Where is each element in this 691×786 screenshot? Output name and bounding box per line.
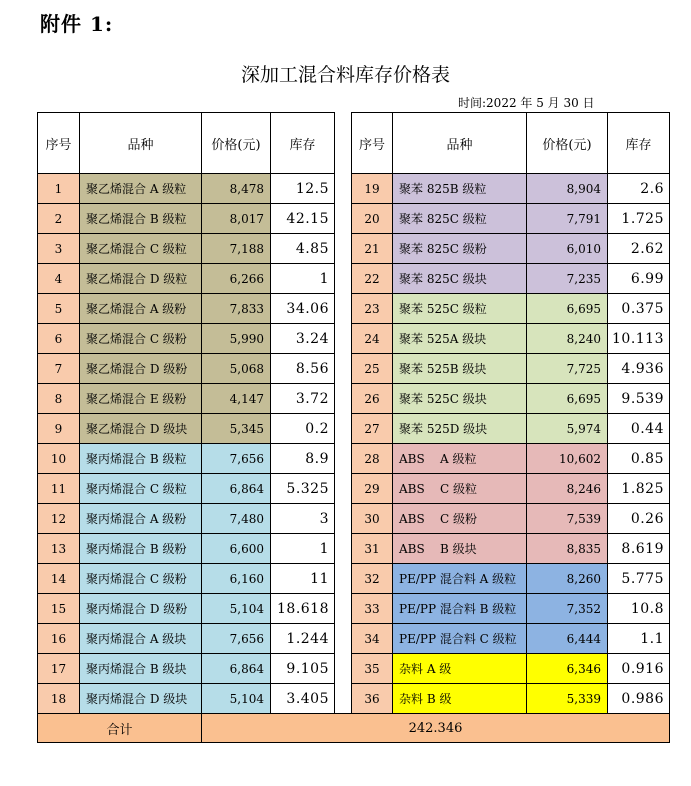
variety-name: ABS C 级粒 [393,474,527,504]
variety-name: PE/PP 混合料 C 级粒 [393,624,527,654]
stock-value: 0.26 [608,504,670,534]
price-value: 6,864 [202,654,271,684]
total-label: 合计 [38,714,202,743]
stock-value: 6.99 [608,264,670,294]
row-index: 35 [352,654,393,684]
variety-name: 聚苯 825C 级粉 [393,234,527,264]
stock-value: 0.44 [608,414,670,444]
price-value: 7,725 [527,354,608,384]
row-index: 34 [352,624,393,654]
table-row [38,234,670,264]
price-value: 7,352 [527,594,608,624]
variety-name: 聚丙烯混合 B 级块 [80,654,202,684]
stock-value: 1.825 [608,474,670,504]
stock-value: 0.85 [608,444,670,474]
row-index: 21 [352,234,393,264]
stock-value: 5.325 [271,474,335,504]
row-index: 9 [38,414,80,444]
price-value: 7,188 [202,234,271,264]
inventory-price-table [37,112,670,743]
row-index: 32 [352,564,393,594]
variety-name: PE/PP 混合料 B 级粒 [393,594,527,624]
variety-name: 聚乙烯混合 D 级块 [80,414,202,444]
variety-name: 聚乙烯混合 D 级粉 [80,354,202,384]
variety-name: 聚乙烯混合 A 级粉 [80,294,202,324]
stock-value: 1.725 [608,204,670,234]
table-row [38,414,670,444]
table-row [38,594,670,624]
price-value: 6,266 [202,264,271,294]
stock-value: 1 [271,264,335,294]
price-value: 8,246 [527,474,608,504]
date-text: 时间:2022 年 5 月 30 日 [458,96,595,110]
row-index: 16 [38,624,80,654]
row-index: 29 [352,474,393,504]
header-variety: 品种 [393,113,527,174]
row-index: 5 [38,294,80,324]
price-value: 7,539 [527,504,608,534]
variety-name: 聚苯 525B 级块 [393,354,527,384]
row-index: 18 [38,684,80,714]
variety-name: PE/PP 混合料 A 级粒 [393,564,527,594]
variety-name: 聚乙烯混合 A 级粒 [80,174,202,204]
price-value: 10,602 [527,444,608,474]
stock-value: 10.8 [608,594,670,624]
variety-name: 聚乙烯混合 D 级粒 [80,264,202,294]
price-value: 8,478 [202,174,271,204]
stock-value: 12.5 [271,174,335,204]
row-index: 3 [38,234,80,264]
table-row [38,324,670,354]
price-value: 7,480 [202,504,271,534]
variety-name: 聚苯 525D 级块 [393,414,527,444]
table-row [38,264,670,294]
stock-value: 1.1 [608,624,670,654]
price-value: 7,235 [527,264,608,294]
price-value: 5,990 [202,324,271,354]
table-row [38,654,670,684]
attachment-label: 附件 1: [40,12,114,36]
table-row [38,204,670,234]
total-row [38,714,670,743]
price-value: 5,974 [527,414,608,444]
header-index: 序号 [38,113,80,174]
stock-value: 3.405 [271,684,335,714]
stock-value: 42.15 [271,204,335,234]
stock-value: 11 [271,564,335,594]
variety-name: 聚丙烯混合 D 级块 [80,684,202,714]
row-index: 28 [352,444,393,474]
price-value: 4,147 [202,384,271,414]
stock-value: 0.986 [608,684,670,714]
variety-name: 聚苯 825C 级块 [393,264,527,294]
header-stock: 库存 [271,113,335,174]
table-row [38,624,670,654]
variety-name: 聚苯 525C 级块 [393,384,527,414]
stock-value: 1.244 [271,624,335,654]
stock-value: 18.618 [271,594,335,624]
row-index: 10 [38,444,80,474]
table-row [38,294,670,324]
stock-value: 1 [271,534,335,564]
row-index: 4 [38,264,80,294]
variety-name: ABS B 级块 [393,534,527,564]
price-value: 6,444 [527,624,608,654]
table-row [38,384,670,414]
price-value: 6,346 [527,654,608,684]
stock-value: 9.539 [608,384,670,414]
variety-name: 聚乙烯混合 C 级粉 [80,324,202,354]
price-value: 5,104 [202,684,271,714]
price-value: 5,068 [202,354,271,384]
stock-value: 3 [271,504,335,534]
table-row [38,444,670,474]
column-gap [335,113,352,714]
price-value: 6,600 [202,534,271,564]
variety-name: 聚丙烯混合 C 级粉 [80,564,202,594]
row-index: 11 [38,474,80,504]
price-value: 8,240 [527,324,608,354]
table-row [38,534,670,564]
stock-value: 3.24 [271,324,335,354]
variety-name: 杂料 B 级 [393,684,527,714]
table-row [38,504,670,534]
price-value: 7,656 [202,624,271,654]
price-value: 6,695 [527,294,608,324]
stock-value: 9.105 [271,654,335,684]
variety-name: 聚乙烯混合 B 级粒 [80,204,202,234]
price-value: 7,656 [202,444,271,474]
row-index: 14 [38,564,80,594]
variety-name: 聚乙烯混合 C 级粒 [80,234,202,264]
variety-name: 聚苯 825B 级粒 [393,174,527,204]
variety-name: ABS C 级粉 [393,504,527,534]
header-price: 价格(元) [202,113,271,174]
variety-name: 聚丙烯混合 D 级粉 [80,594,202,624]
row-index: 26 [352,384,393,414]
row-index: 22 [352,264,393,294]
variety-name: 聚乙烯混合 E 级粉 [80,384,202,414]
stock-value: 2.6 [608,174,670,204]
header-price: 价格(元) [527,113,608,174]
variety-name: 聚丙烯混合 B 级粒 [80,444,202,474]
variety-name: 聚丙烯混合 C 级粒 [80,474,202,504]
table-row [38,684,670,714]
stock-value: 34.06 [271,294,335,324]
price-value: 8,017 [202,204,271,234]
row-index: 8 [38,384,80,414]
price-value: 5,345 [202,414,271,444]
variety-name: 聚丙烯混合 A 级粉 [80,504,202,534]
row-index: 31 [352,534,393,564]
price-value: 6,010 [527,234,608,264]
price-value: 8,835 [527,534,608,564]
stock-value: 2.62 [608,234,670,264]
variety-name: 聚苯 525C 级粒 [393,294,527,324]
stock-value: 3.72 [271,384,335,414]
stock-value: 4.936 [608,354,670,384]
price-value: 6,864 [202,474,271,504]
price-value: 5,104 [202,594,271,624]
row-index: 30 [352,504,393,534]
price-value: 7,833 [202,294,271,324]
table-row [38,174,670,204]
price-value: 5,339 [527,684,608,714]
variety-name: 杂料 A 级 [393,654,527,684]
variety-name: 聚苯 825C 级粒 [393,204,527,234]
price-value: 8,904 [527,174,608,204]
row-index: 27 [352,414,393,444]
header-index: 序号 [352,113,393,174]
price-value: 7,791 [527,204,608,234]
row-index: 15 [38,594,80,624]
stock-value: 8.9 [271,444,335,474]
row-index: 20 [352,204,393,234]
stock-value: 0.916 [608,654,670,684]
variety-name: 聚苯 525A 级块 [393,324,527,354]
variety-name: 聚丙烯混合 A 级块 [80,624,202,654]
header-stock: 库存 [608,113,670,174]
table-row [38,564,670,594]
stock-value: 10.113 [608,324,670,354]
price-value: 8,260 [527,564,608,594]
total-value: 242.346 [202,714,670,743]
stock-value: 4.85 [271,234,335,264]
stock-value: 0.375 [608,294,670,324]
stock-value: 5.775 [608,564,670,594]
row-index: 24 [352,324,393,354]
table-row [38,474,670,504]
row-index: 23 [352,294,393,324]
row-index: 33 [352,594,393,624]
row-index: 6 [38,324,80,354]
stock-value: 8.56 [271,354,335,384]
row-index: 19 [352,174,393,204]
price-value: 6,695 [527,384,608,414]
row-index: 7 [38,354,80,384]
header-variety: 品种 [80,113,202,174]
row-index: 12 [38,504,80,534]
row-index: 13 [38,534,80,564]
variety-name: ABS A 级粒 [393,444,527,474]
price-value: 6,160 [202,564,271,594]
table-row [38,354,670,384]
row-index: 17 [38,654,80,684]
row-index: 36 [352,684,393,714]
stock-value: 0.2 [271,414,335,444]
stock-value: 8.619 [608,534,670,564]
row-index: 2 [38,204,80,234]
document-title: 深加工混合料库存价格表 [240,64,450,86]
variety-name: 聚丙烯混合 B 级粉 [80,534,202,564]
row-index: 25 [352,354,393,384]
header-row [38,113,670,174]
row-index: 1 [38,174,80,204]
